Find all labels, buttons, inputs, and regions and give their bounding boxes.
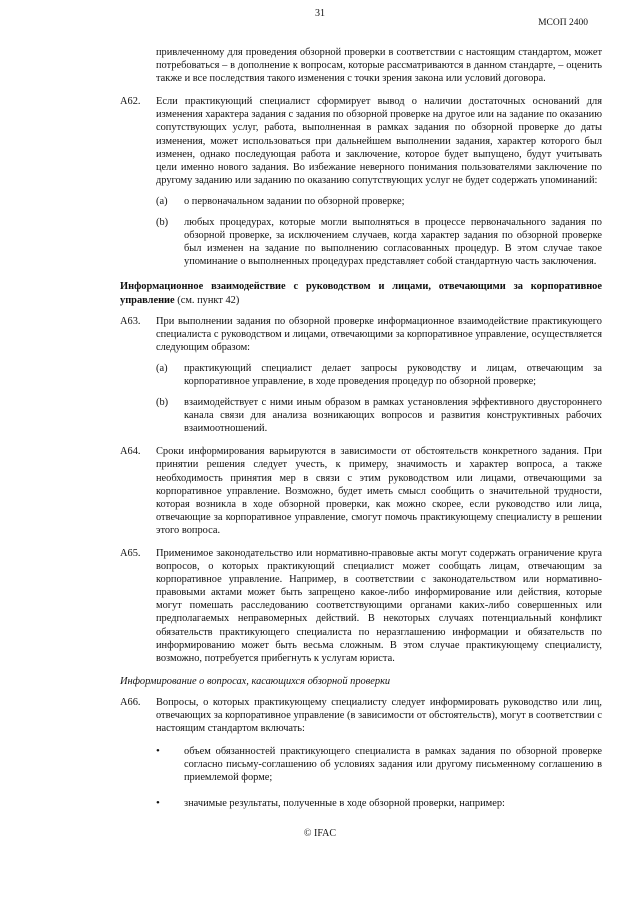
item-label: (b) — [156, 397, 169, 409]
item-text: любых процедурах, которые могли выполняться в процессе первоначального задания по обзорной проверке, за исключением случаев, когда характер задания по обзорной проверке был изменен на задание по выполнению согласованных процедур. В этом случае такое упоминание о выполненных процедурах представляет собой стандартную часть заключения. — [184, 217, 602, 268]
paragraph-text: При выполнении задания по обзорной проверке информационное взаимодействие практикующего специалиста с руководством и лицами, отвечающими за корпоративное управление, осуществляется следующим образом: — [156, 315, 602, 353]
paragraph-text: Применимое законодательство или нормативно-правовые акты могут содержать ограничение круга вопросов, о которых практикующий специалист может сообщать лицам, отвечающим за корпоративное управление. Например, в соответствии с законодательством или нормативно-правовыми актами может быть запрещено какое-либо информирование или действия, которые могут помешать расследованию соответствующими органами каких-либо совершенных или предполагаемых неправомерных действий. В некоторых случаях потенциальный конфликт обязательств практикующего специалиста по неразглашению информации и обязательств по информированию может быть весьма сложным. В этом случае практикующему специалисту, возможно, потребуется прибегнуть к услугам юриста. — [156, 548, 602, 664]
item-label: (b) — [156, 217, 169, 229]
bullet-text: объем обязанностей практикующего специалиста в рамках задания по обзорной проверке согласно письму-соглашению об условиях задания или другому письменному соглашению в приемлемой форме; — [184, 746, 602, 784]
list-item — [156, 216, 602, 268]
paragraph-number: A64. — [120, 446, 141, 458]
heading-reference: (см. пункт 42) — [174, 294, 240, 306]
paragraph-a64 — [120, 445, 602, 537]
page-number: 31 — [315, 8, 325, 19]
item-label: (a) — [156, 362, 168, 374]
paragraph-number: A65. — [120, 548, 141, 559]
paragraph-a65 — [120, 547, 602, 665]
heading-bold-text: Информационное взаимодействие с руководством и лицами, отвечающими за корпоративное управление — [120, 281, 602, 306]
continuation-paragraph: привлеченному для проведения обзорной проверки в соответствии с настоящим стандартом, может потребоваться – в дополнение к вопросам, которые рассматриваются в данном стандарте, – оценить также и все последствия такого изменения с точки зрения закона или условий договора. — [156, 47, 602, 85]
paragraph-text: Если практикующий специалист сформирует вывод о наличии достаточных оснований для изменения характера задания с задания по обзорной проверке на другое или на задание по оказанию сопутствующих услуг, работа, выполненная в рамках задания по обзорной проверке до даты изменения, может использоваться при дальнейшем выполнении задания, характер которого был изменен, однако последующая работа и заключение, которое будет выпущено, будут учитывать цели именно нового задания. Во избежание неверного понимания пользователями заключение по другому заданию или заданию по оказанию сопутствующих услуг не будет содержать упоминаний: — [156, 96, 602, 186]
item-text: практикующий специалист делает запросы руководству и лицам, отвечающим за корпоративное управление, в ходе проведения процедур по обзорной проверке; — [184, 362, 602, 387]
paragraph-a66 — [120, 696, 602, 735]
list-item — [156, 362, 602, 388]
paragraph-a62 — [120, 95, 602, 187]
footer-copyright: © IFAC — [303, 828, 337, 839]
paragraph-text: Сроки информирования варьируются в зависимости от обстоятельств конкретного задания. При принятии решения следует учесть, к примеру, значимость и характер вопроса, а также необходимость принятия мер в связи с этим руководством или лицами, отвечающими за корпоративное управление. Возможно, будет иметь смысл сообщить о значительной трудности, которая возникла в ходе обзорной проверки, как можно скорее, если руководство или лица, отвечающие за корпоративное управление, смогут помочь практикующему специалисту в решении этого вопроса. — [156, 446, 602, 536]
item-text: взаимодействует с ними иным образом в рамках установления эффективного двустороннего канала связи для анализа возникающих вопросов и развития конструктивных рабочих взаимоотношений. — [184, 397, 602, 435]
item-label: (a) — [156, 195, 168, 207]
paragraph-a63 — [120, 315, 602, 354]
page-content — [120, 46, 602, 822]
section-heading-communication — [120, 280, 602, 306]
paragraph-number: A63. — [120, 315, 141, 327]
item-text: о первоначальном задании по обзорной проверке; — [184, 195, 405, 207]
list-item — [156, 195, 602, 208]
bullet-icon: • — [156, 745, 160, 758]
bullet-item — [156, 797, 602, 810]
bullet-text: значимые результаты, полученные в ходе обзорной проверки, например: — [184, 797, 505, 809]
bullet-item — [156, 745, 602, 784]
list-item — [156, 396, 602, 435]
section-heading-matters: Информирование о вопросах, касающихся обзорной проверки — [120, 675, 391, 687]
paragraph-text: Вопросы, о которых практикующему специалисту следует информировать руководство или лиц, отвечающих за корпоративное управление (в зависимости от обстоятельств), могут в соответствии с настоящим стандартом включать: — [156, 696, 602, 735]
document-code: МСОП 2400 — [538, 18, 588, 28]
bullet-icon: • — [156, 796, 160, 809]
paragraph-number: A62. — [120, 96, 141, 108]
paragraph-number: A66. — [120, 696, 141, 708]
